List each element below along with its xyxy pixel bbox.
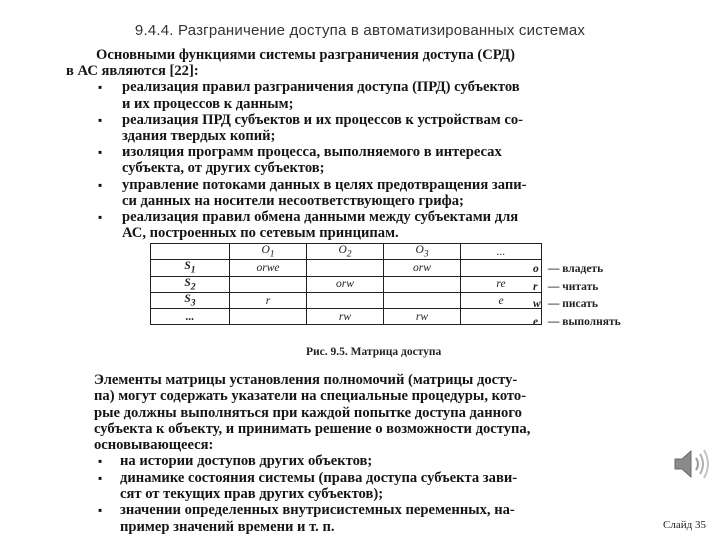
list-item-cont: сят от текущих прав других субъектов);: [120, 486, 384, 503]
table-cell: [307, 260, 384, 276]
row-header-cell: $S_1$: [151, 260, 230, 276]
figure-caption: Рис. 9.5. Матрица доступа: [306, 346, 442, 358]
list-item: ▪ изоляция программ процесса, выполняемого в интересах: [98, 144, 502, 161]
table-header-cell: $O_2$: [307, 244, 384, 260]
table-cell: rw: [307, 309, 384, 325]
table-cell: [461, 309, 542, 325]
legend-item: e — выполнять: [533, 315, 621, 328]
table-cell: orwe: [230, 260, 307, 276]
paragraph-line: основывающееся:: [94, 437, 214, 454]
list-item-cont: здания твердых копий;: [122, 128, 276, 145]
table-row: [151, 309, 542, 325]
access-matrix: [150, 243, 542, 325]
table-row: [151, 244, 542, 260]
table-cell: orw: [307, 276, 384, 292]
paragraph-line: субъекта к объекту, и принимать решение о возможности доступа,: [94, 420, 531, 437]
table-cell: [230, 309, 307, 325]
table-cell: [384, 276, 461, 292]
table-cell: r: [230, 292, 307, 308]
table-cell: rw: [384, 309, 461, 325]
bullet-icon: ▪: [98, 210, 103, 225]
bullet-icon: ▪: [98, 470, 103, 485]
table-cell: [461, 260, 542, 276]
list-item-cont: субъекта, от других субъектов;: [122, 160, 325, 177]
table-header-cell: $O_1$: [230, 244, 307, 260]
table-cell: e: [461, 292, 542, 308]
legend-item: r — читать: [533, 280, 599, 293]
table-cell: [307, 292, 384, 308]
table-cell: re: [461, 276, 542, 292]
matrix-legend: [533, 261, 621, 331]
list-item-cont: си данных на носители несоответствующего грифа;: [122, 192, 464, 209]
slide-title: 9.4.4. Разграничение доступа в автоматизированных системах: [134, 22, 586, 39]
table-header-cell: ...: [461, 244, 542, 260]
table-cell: [384, 292, 461, 308]
list-item-cont: АС, построенных по сетевым принципам.: [122, 225, 399, 242]
table-cell: [230, 276, 307, 292]
table-cell: orw: [384, 260, 461, 276]
access-matrix-table: [150, 243, 542, 325]
paragraph-line: рые должны выполняться при каждой попытке доступа данного: [94, 404, 522, 421]
list-item-cont: пример значений времени и т. п.: [120, 518, 335, 535]
paragraph-line: Элементы матрицы установления полномочий (матрицы досту-: [94, 372, 518, 388]
bullet-icon: ▪: [98, 177, 103, 192]
slide-number: Слайд 35: [663, 519, 706, 531]
table-cell: [151, 244, 230, 260]
row-header-cell: $S_2$: [151, 276, 230, 292]
paragraph-line: па) могут содержать указатели на специальные процедуры, кото-: [94, 388, 527, 405]
legend-item: w — писать: [533, 298, 598, 310]
list-item: ▪ реализация правил разграничения доступа (ПРД) субъектов: [98, 79, 520, 96]
row-header-cell: ...: [151, 309, 230, 325]
list-item: ▪ динамике состояния системы (права доступа субъекта зави-: [98, 469, 518, 486]
bullet-icon: ▪: [98, 454, 103, 469]
list-item: ▪ на истории доступов других объектов;: [98, 453, 373, 470]
list-item-cont: и их процессов к данным;: [122, 95, 294, 112]
table-row: [151, 276, 542, 292]
bullet-icon: ▪: [98, 80, 103, 95]
list-item: ▪ управление потоками данных в целях предотвращения запи-: [98, 176, 527, 193]
intro-line: в АС являются [22]:: [66, 63, 199, 80]
speaker-icon[interactable]: [671, 444, 711, 484]
list-item: ▪ реализация ПРД субъектов и их процессов к устройствам со-: [98, 111, 523, 128]
bullet-icon: ▪: [98, 145, 103, 160]
legend-item: o — владеть: [533, 263, 604, 275]
bullet-icon: ▪: [98, 112, 103, 127]
scanned-text-top: [66, 47, 646, 241]
table-header-cell: $O_3$: [384, 244, 461, 260]
row-header-cell: $S_3$: [151, 292, 230, 308]
bullet-icon: ▪: [98, 503, 103, 518]
intro-line: Основными функциями системы разграничения доступа (СРД): [96, 47, 516, 63]
list-item: ▪ значении определенных внутрисистемных переменных, на-: [98, 502, 515, 519]
list-item: ▪ реализация правил обмена данными между субъектами для: [98, 209, 519, 226]
table-row: [151, 260, 542, 276]
scanned-text-bottom: [94, 372, 654, 535]
table-row: [151, 292, 542, 308]
